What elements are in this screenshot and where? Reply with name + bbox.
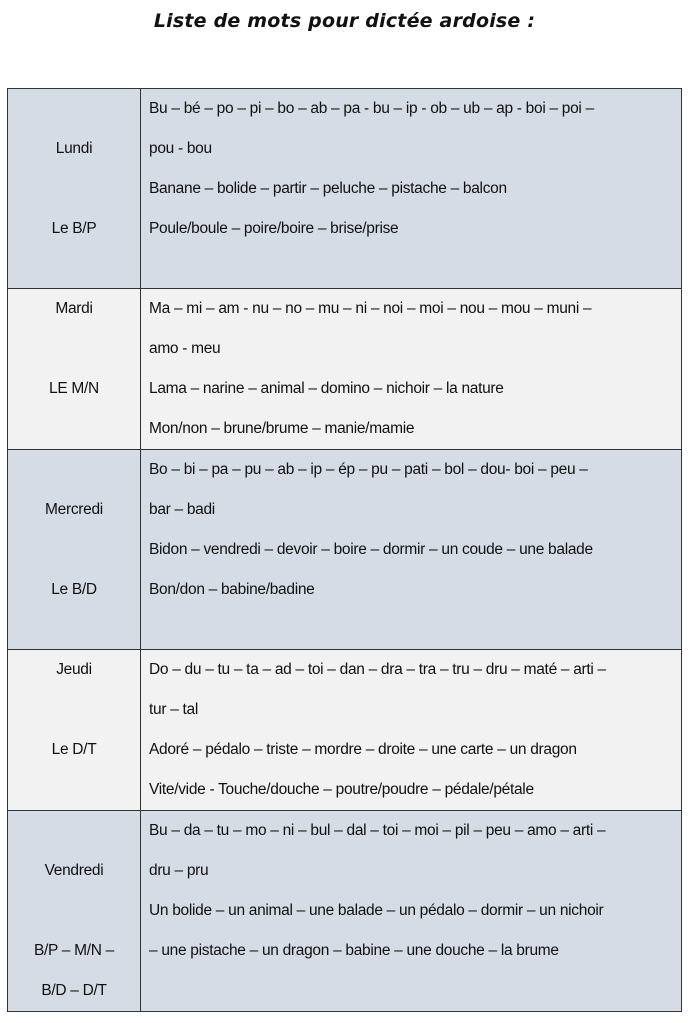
table-row-vendredi xyxy=(8,811,682,1012)
day-label: Lundi xyxy=(55,140,93,157)
day-cell-mercredi xyxy=(8,450,141,650)
words-cell-mercredi xyxy=(141,450,682,650)
dictation-table xyxy=(7,88,682,1012)
words-cell-vendredi xyxy=(141,811,682,1012)
pairs-line: Vite/vide - Touche/douche – poutre/poudre – pédale/pétale xyxy=(149,781,534,798)
words-line: Adoré – pédalo – triste – mordre – droite – une carte – un dragon xyxy=(149,741,577,758)
syllables-line-cont: tur – tal xyxy=(149,701,198,718)
pairs-line: Bon/don – babine/badine xyxy=(149,581,315,598)
words-line: Lama – narine – animal – domino – nichoir – la nature xyxy=(149,380,504,397)
syllables-line-cont: pou - bou xyxy=(149,140,212,157)
words-line-cont: – une pistache – un dragon – babine – une douche – la brume xyxy=(149,942,559,959)
syllables-line-cont: amo - meu xyxy=(149,340,221,357)
day-label: Mardi xyxy=(55,300,93,317)
day-cell-mardi xyxy=(8,289,141,450)
table-row-mercredi xyxy=(8,450,682,650)
words-line: Bidon – vendredi – devoir – boire – dormir – un coude – une balade xyxy=(149,541,593,558)
document-title: Liste de mots pour dictée ardoise : xyxy=(153,10,536,32)
sound-label-line-1: B/P – M/N – xyxy=(34,942,114,959)
day-cell-vendredi xyxy=(8,811,141,1012)
table-row-mardi xyxy=(8,289,682,450)
sound-label: LE M/N xyxy=(49,380,99,397)
syllables-line: Ma – mi – am - nu – no – mu – ni – noi – moi – nou – mou – muni – xyxy=(149,300,592,317)
sound-label: Le D/T xyxy=(51,741,97,758)
syllables-line: Bu – da – tu – mo – ni – bul – dal – toi – moi – pil – peu – amo – arti – xyxy=(149,822,606,839)
words-line: Banane – bolide – partir – peluche – pistache – balcon xyxy=(149,180,507,197)
table-row-lundi xyxy=(8,89,682,289)
syllables-line-cont: bar – badi xyxy=(149,501,215,518)
syllables-line: Do – du – tu – ta – ad – toi – dan – dra – tra – tru – dru – maté – arti – xyxy=(149,661,606,678)
syllables-line: Bo – bi – pa – pu – ab – ip – ép – pu – pati – bol – dou- boi – peu – xyxy=(149,461,588,478)
day-cell-jeudi xyxy=(8,650,141,811)
words-line: Un bolide – un animal – une balade – un pédalo – dormir – un nichoir xyxy=(149,902,604,919)
day-label: Jeudi xyxy=(56,661,92,678)
day-cell-lundi xyxy=(8,89,141,289)
words-cell-lundi xyxy=(141,89,682,289)
words-cell-mardi xyxy=(141,289,682,450)
sound-label: Le B/D xyxy=(51,581,97,598)
pairs-line: Mon/non – brune/brume – manie/mamie xyxy=(149,420,415,437)
syllables-line-cont: dru – pru xyxy=(149,862,209,879)
day-label: Mercredi xyxy=(45,501,103,518)
sound-label: Le B/P xyxy=(51,220,97,237)
day-label: Vendredi xyxy=(44,862,104,879)
pairs-line: Poule/boule – poire/boire – brise/prise xyxy=(149,220,399,237)
table-row-jeudi xyxy=(8,650,682,811)
sound-label-line-2: B/D – D/T xyxy=(41,982,107,999)
syllables-line: Bu – bé – po – pi – bo – ab – pa - bu – ip - ob – ub – ap - boi – poi – xyxy=(149,100,594,117)
words-cell-jeudi xyxy=(141,650,682,811)
